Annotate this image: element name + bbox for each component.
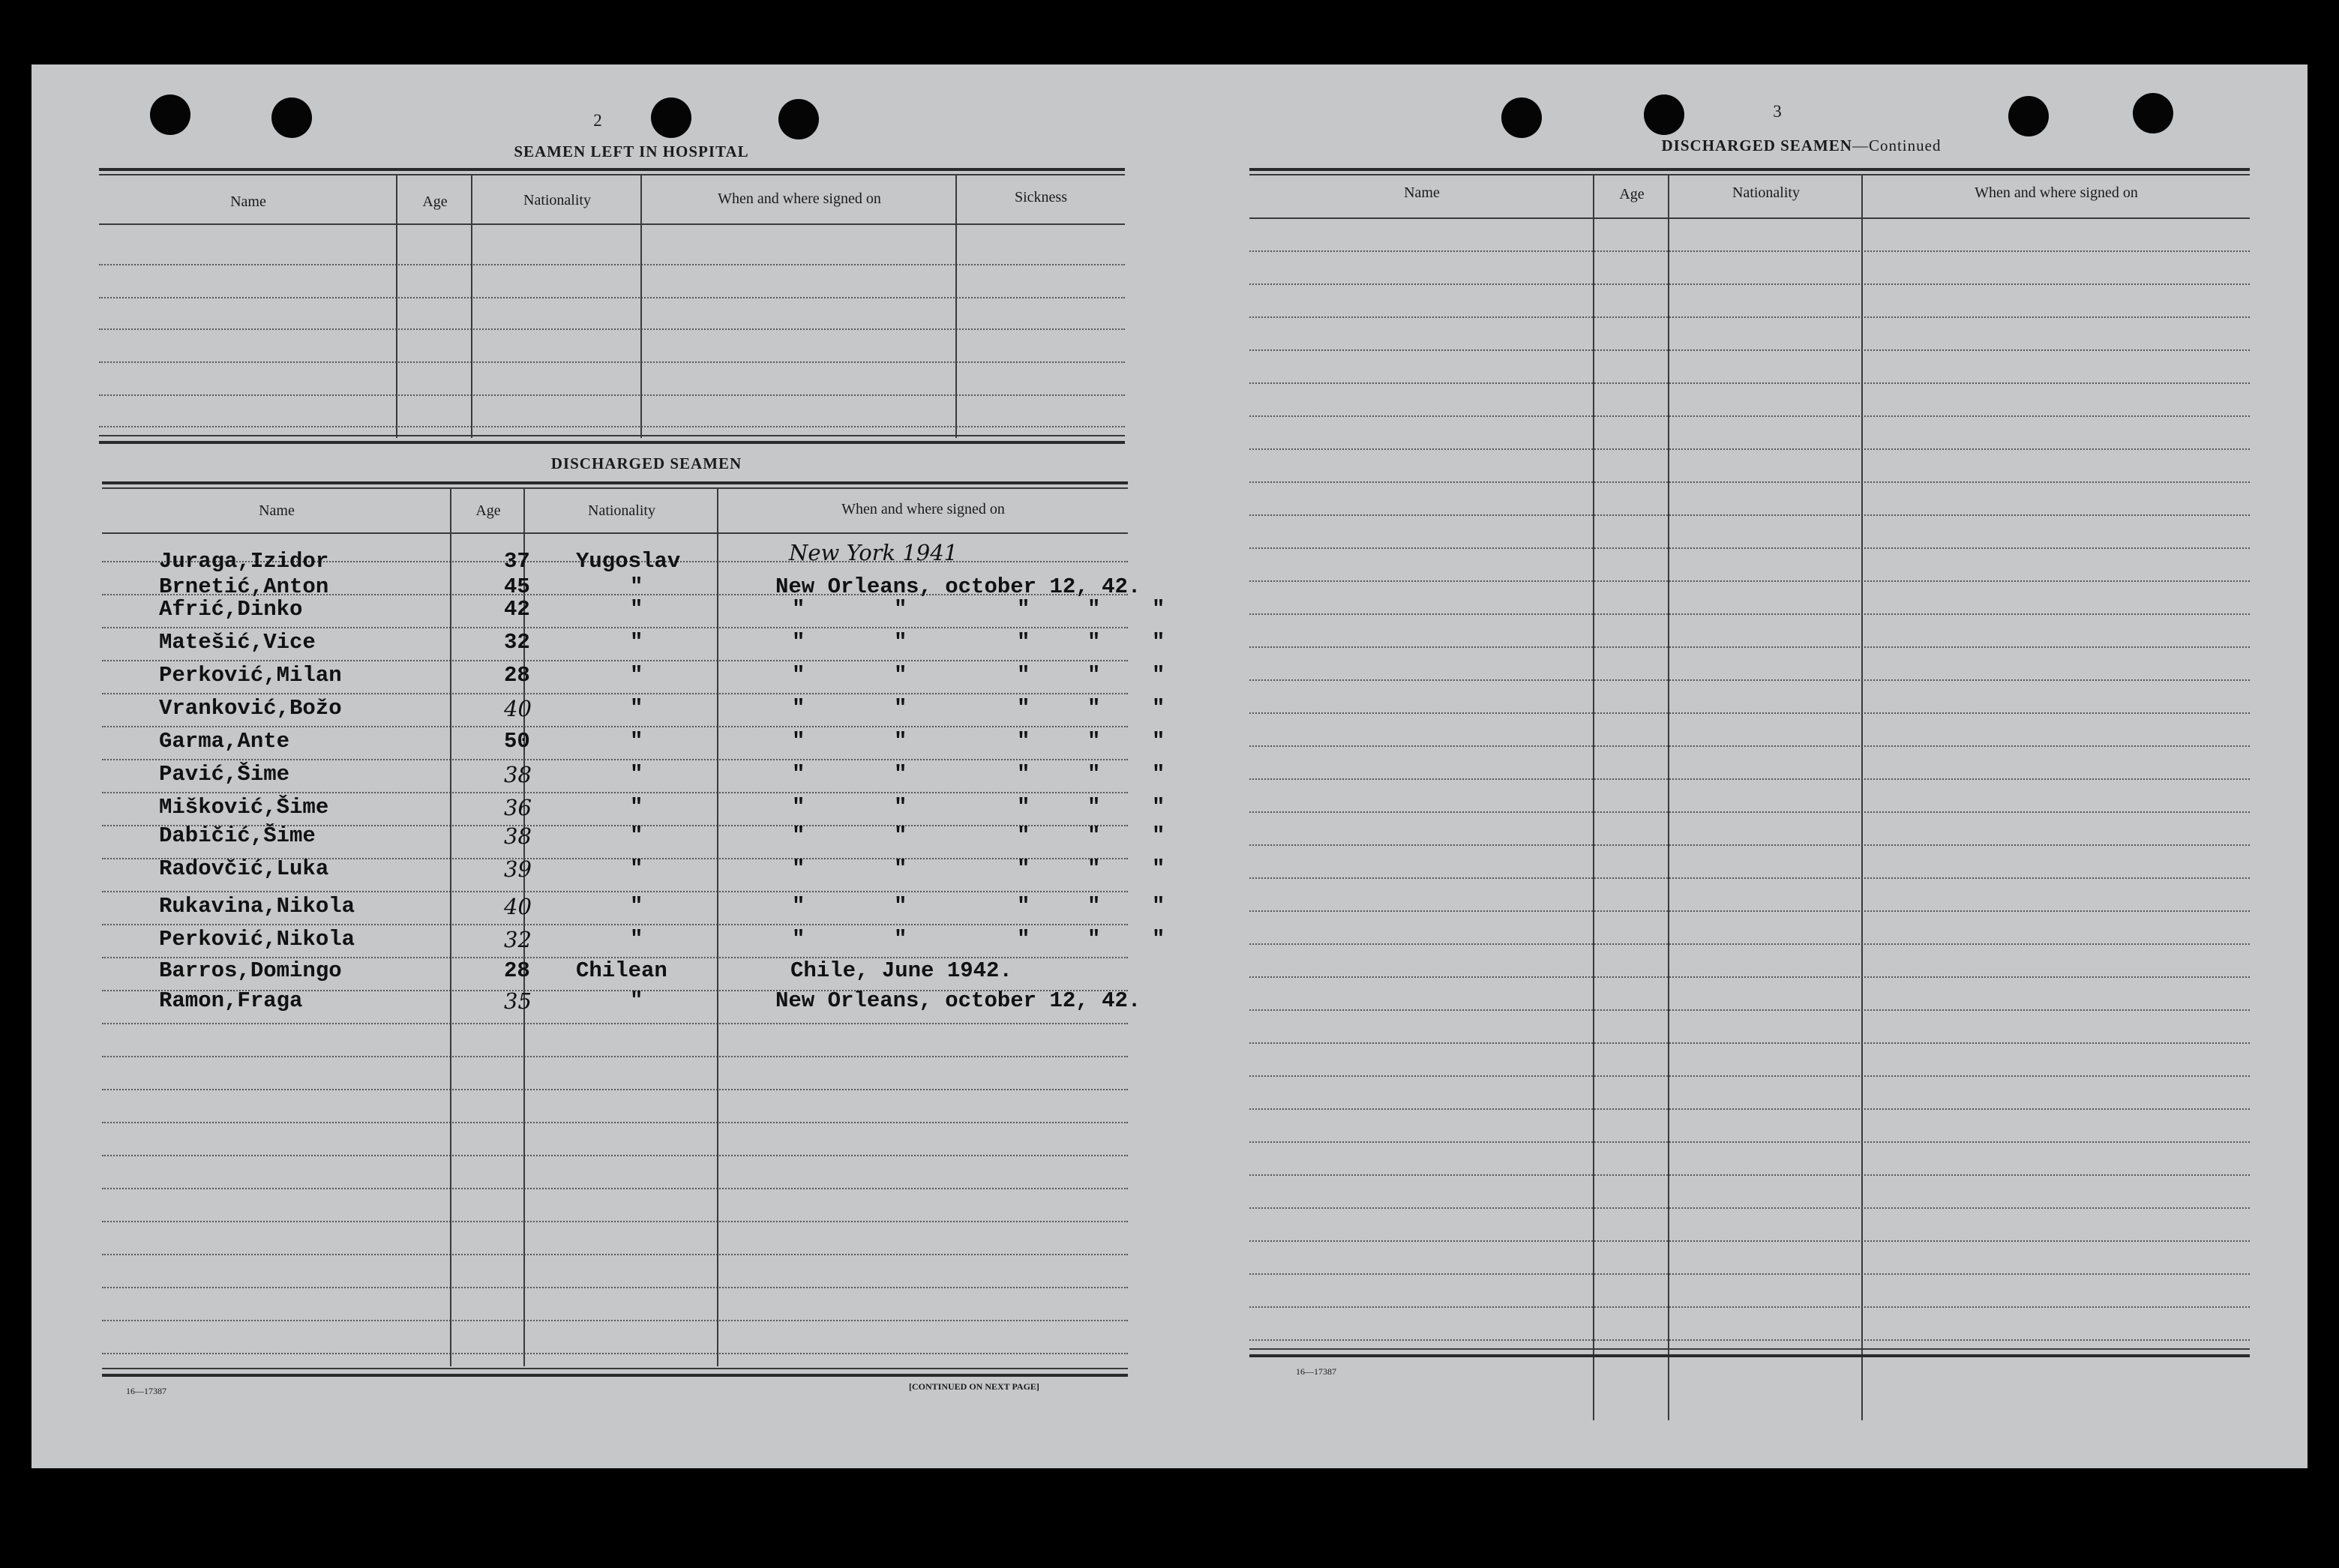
- seaman-age: 40: [504, 894, 532, 919]
- ditto-mark: ": [894, 597, 907, 622]
- table-row: [129, 630, 1179, 658]
- seaman-name: Pavić,Šime: [159, 762, 290, 787]
- ruled-line: [102, 1089, 1128, 1090]
- ditto-mark: ": [1087, 856, 1101, 881]
- seaman-age: 45: [504, 574, 530, 599]
- ruled-line: [102, 1155, 1128, 1156]
- seaman-nationality: Chilean: [576, 958, 667, 983]
- seaman-age: 40: [504, 696, 532, 721]
- ditto-mark: ": [894, 630, 907, 655]
- right-section-title: [1561, 136, 2041, 155]
- seaman-name: Dabičić,Šime: [159, 823, 316, 848]
- ruled-line: [1249, 646, 2250, 648]
- form-number: 16—17387: [126, 1386, 166, 1396]
- ditto-mark: ": [894, 856, 907, 881]
- ditto-mark: ": [1152, 762, 1165, 787]
- ditto-mark: ": [1017, 823, 1030, 848]
- seaman-name: Garma,Ante: [159, 729, 290, 754]
- ruled-line: [1249, 679, 2250, 681]
- ruled-line: [1249, 1306, 2250, 1308]
- ruled-line: [1249, 448, 2250, 450]
- ditto-mark: ": [1087, 823, 1101, 848]
- table-row: [129, 856, 1179, 885]
- discharged-header-signed-on: When and where signed on: [841, 501, 1005, 517]
- right-header-age: Age: [1619, 186, 1645, 202]
- ditto-mark: ": [1017, 762, 1030, 787]
- ditto-mark: ": [792, 795, 805, 820]
- right-title-main: DISCHARGED SEAMEN: [1661, 136, 1852, 154]
- ruled-line: [1249, 613, 2250, 615]
- seaman-name: Barros,Domingo: [159, 958, 342, 983]
- ruled-line: [1249, 415, 2250, 417]
- ditto-mark: ": [894, 894, 907, 919]
- ruled-line: [102, 693, 1128, 694]
- seaman-nationality: ": [630, 795, 643, 820]
- ditto-mark: ": [1017, 663, 1030, 688]
- seaman-age: 50: [504, 729, 530, 754]
- ruled-line: [102, 792, 1128, 793]
- ditto-mark: ": [1152, 597, 1165, 622]
- ruled-line: [1249, 547, 2250, 549]
- ditto-mark: ": [1152, 630, 1165, 655]
- discharged-header-age: Age: [475, 502, 501, 519]
- ruled-line: [102, 1188, 1128, 1189]
- ruled-line: [1249, 1042, 2250, 1044]
- ditto-mark: ": [1152, 663, 1165, 688]
- seaman-name: Radovčić,Luka: [159, 856, 329, 881]
- ditto-mark: ": [1152, 894, 1165, 919]
- hospital-section-title: SEAMEN LEFT IN HOSPITAL: [514, 142, 749, 160]
- ruled-line: [1249, 811, 2250, 813]
- seaman-age: 38: [504, 823, 532, 849]
- seaman-age: 38: [504, 762, 532, 787]
- ruled-line: [1249, 580, 2250, 582]
- ruled-line: [102, 1320, 1128, 1321]
- ruled-line: [102, 627, 1128, 628]
- ruled-line: [1249, 349, 2250, 351]
- ditto-mark: ": [792, 762, 805, 787]
- page-number: 3: [1773, 102, 1782, 121]
- form-number: 16—17387: [1296, 1366, 1336, 1377]
- ruled-line: [1249, 1174, 2250, 1176]
- page-number: 2: [593, 111, 602, 130]
- seaman-age: 36: [504, 795, 532, 820]
- ditto-mark: ": [1087, 894, 1101, 919]
- seaman-signed-on: New Orleans, october 12, 42.: [775, 574, 1141, 599]
- ditto-mark: ": [792, 729, 805, 754]
- table-row: [129, 696, 1179, 724]
- ditto-mark: ": [1087, 630, 1101, 655]
- ditto-mark: ": [792, 663, 805, 688]
- seaman-age: 32: [504, 630, 530, 655]
- seaman-age: 39: [504, 856, 532, 882]
- seaman-signed-on: New Orleans, october 12, 42.: [775, 988, 1141, 1013]
- ruled-line: [1249, 382, 2250, 384]
- ditto-mark: ": [1087, 795, 1101, 820]
- seaman-name: Vranković,Božo: [159, 696, 342, 721]
- ruled-line: [1249, 1141, 2250, 1143]
- ruled-line: [1249, 910, 2250, 912]
- table-row: [129, 597, 1179, 625]
- ditto-mark: ": [1017, 630, 1030, 655]
- seaman-nationality: ": [630, 856, 643, 881]
- discharged-section-title: DISCHARGED SEAMEN: [550, 454, 742, 472]
- seaman-age: 28: [504, 958, 530, 983]
- table-row: [129, 663, 1179, 691]
- ditto-mark: ": [1152, 927, 1165, 952]
- hospital-header-sickness: Sickness: [1015, 189, 1067, 205]
- seaman-nationality: ": [630, 630, 643, 655]
- ditto-mark: ": [1087, 927, 1101, 952]
- ruled-line: [102, 1056, 1128, 1057]
- seaman-nationality: Yugoslav: [576, 549, 681, 574]
- seaman-name: Rukavina,Nikola: [159, 894, 355, 919]
- ruled-line: [102, 1221, 1128, 1222]
- ruled-line: [1249, 283, 2250, 285]
- seaman-nationality: ": [630, 696, 643, 721]
- ruled-line: [1249, 1009, 2250, 1011]
- ditto-mark: ": [1087, 729, 1101, 754]
- hospital-header-age: Age: [422, 193, 448, 210]
- ruled-line: [102, 891, 1128, 892]
- ruled-line: [1249, 943, 2250, 945]
- seaman-name: Ramon,Fraga: [159, 988, 303, 1013]
- table-row: [129, 823, 1179, 852]
- seaman-name: Juraga,Izidor: [159, 549, 329, 574]
- continued-note: [CONTINUED ON NEXT PAGE]: [909, 1381, 1039, 1392]
- ruled-line: [1249, 1207, 2250, 1209]
- seaman-name: Perković,Milan: [159, 663, 342, 688]
- ditto-mark: ": [894, 795, 907, 820]
- ruled-line: [1249, 481, 2250, 483]
- table-row: [129, 540, 1179, 577]
- ruled-line: [1249, 745, 2250, 747]
- ditto-mark: ": [1087, 663, 1101, 688]
- table-row: [129, 729, 1179, 757]
- seaman-nationality: ": [630, 988, 643, 1013]
- ditto-mark: ": [1017, 927, 1030, 952]
- seaman-nationality: ": [630, 762, 643, 787]
- table-row: [129, 795, 1179, 823]
- ditto-mark: ": [894, 762, 907, 787]
- ruled-line: [102, 759, 1128, 760]
- seaman-nationality: ": [630, 894, 643, 919]
- ruled-line: [1249, 316, 2250, 318]
- ditto-mark: ": [1017, 729, 1030, 754]
- hospital-header-name: Name: [230, 193, 266, 210]
- seaman-name: Mišković,Šime: [159, 795, 329, 820]
- ditto-mark: ": [1017, 894, 1030, 919]
- ruled-line: [102, 1353, 1128, 1354]
- right-header-signed-on: When and where signed on: [1975, 184, 2138, 201]
- ruled-line: [1249, 976, 2250, 978]
- ditto-mark: ": [894, 823, 907, 848]
- right-header-nationality: Nationality: [1732, 184, 1800, 201]
- left-page: [31, 64, 1171, 1468]
- seaman-nationality: ": [630, 823, 643, 848]
- ditto-mark: ": [792, 894, 805, 919]
- discharged-header-name: Name: [259, 502, 295, 519]
- ruled-line: [102, 924, 1128, 925]
- seaman-nationality: ": [630, 729, 643, 754]
- ruled-line: [102, 660, 1128, 661]
- seaman-name: Matešić,Vice: [159, 630, 316, 655]
- seaman-signed-on: Chile, June 1942.: [790, 958, 1012, 983]
- ruled-line: [1249, 1240, 2250, 1242]
- table-row: [129, 988, 1179, 1017]
- ditto-mark: ": [1017, 597, 1030, 622]
- document-sheet: [31, 64, 2308, 1468]
- ditto-mark: ": [894, 729, 907, 754]
- ditto-mark: ": [894, 696, 907, 721]
- seaman-nationality: ": [630, 663, 643, 688]
- ditto-mark: ": [1087, 762, 1101, 787]
- seaman-age: 37: [504, 549, 530, 574]
- ditto-mark: ": [1152, 729, 1165, 754]
- discharged-header-nationality: Nationality: [588, 502, 655, 519]
- seaman-age: 28: [504, 663, 530, 688]
- ruled-line: [1249, 877, 2250, 879]
- ditto-mark: ": [894, 927, 907, 952]
- hospital-header-nationality: Nationality: [523, 192, 591, 208]
- ruled-line: [102, 1254, 1128, 1255]
- ditto-mark: ": [792, 927, 805, 952]
- ruled-line: [1249, 1273, 2250, 1275]
- ditto-mark: ": [1017, 696, 1030, 721]
- ruled-line: [1249, 844, 2250, 846]
- ruled-line: [1249, 1339, 2250, 1341]
- ruled-line: [1249, 250, 2250, 252]
- ditto-mark: ": [792, 597, 805, 622]
- ditto-mark: ": [1152, 696, 1165, 721]
- ditto-mark: ": [1087, 597, 1101, 622]
- ditto-mark: ": [792, 856, 805, 881]
- right-page: [1201, 64, 2308, 1468]
- ditto-mark: ": [1152, 795, 1165, 820]
- ditto-mark: ": [894, 663, 907, 688]
- ruled-line: [1249, 778, 2250, 780]
- ditto-mark: ": [1017, 795, 1030, 820]
- seaman-nationality: ": [630, 927, 643, 952]
- ditto-mark: ": [792, 696, 805, 721]
- ditto-mark: ": [1152, 823, 1165, 848]
- right-header-name: Name: [1404, 184, 1440, 201]
- table-row: [129, 927, 1179, 955]
- seaman-name: Perković,Nikola: [159, 927, 355, 952]
- ditto-mark: ": [1017, 856, 1030, 881]
- seaman-age: 35: [504, 988, 532, 1014]
- ditto-mark: ": [792, 630, 805, 655]
- ruled-line: [102, 1023, 1128, 1024]
- ruled-line: [102, 1287, 1128, 1288]
- ruled-line: [102, 726, 1128, 727]
- ruled-line: [1249, 1075, 2250, 1077]
- ditto-mark: ": [1087, 696, 1101, 721]
- ruled-line: [1249, 1108, 2250, 1110]
- ditto-mark: ": [792, 823, 805, 848]
- ruled-line: [1249, 712, 2250, 714]
- seaman-name: Afrić,Dinko: [159, 597, 303, 622]
- ruled-line: [102, 1122, 1128, 1123]
- ditto-mark: ": [1152, 856, 1165, 881]
- seaman-age: 42: [504, 597, 530, 622]
- right-title-suffix: —Continued: [1852, 136, 1942, 154]
- seaman-name: Brnetić,Anton: [159, 574, 329, 599]
- seaman-age: 32: [504, 927, 532, 952]
- seaman-nationality: ": [630, 597, 643, 622]
- hospital-header-signed-on: When and where signed on: [718, 190, 881, 207]
- seaman-nationality: ": [630, 574, 643, 599]
- ruled-line: [1249, 514, 2250, 516]
- table-row: [129, 894, 1179, 922]
- seaman-signed-on: New York 1941: [789, 540, 958, 565]
- table-row: [129, 958, 1179, 987]
- table-row: [129, 762, 1179, 790]
